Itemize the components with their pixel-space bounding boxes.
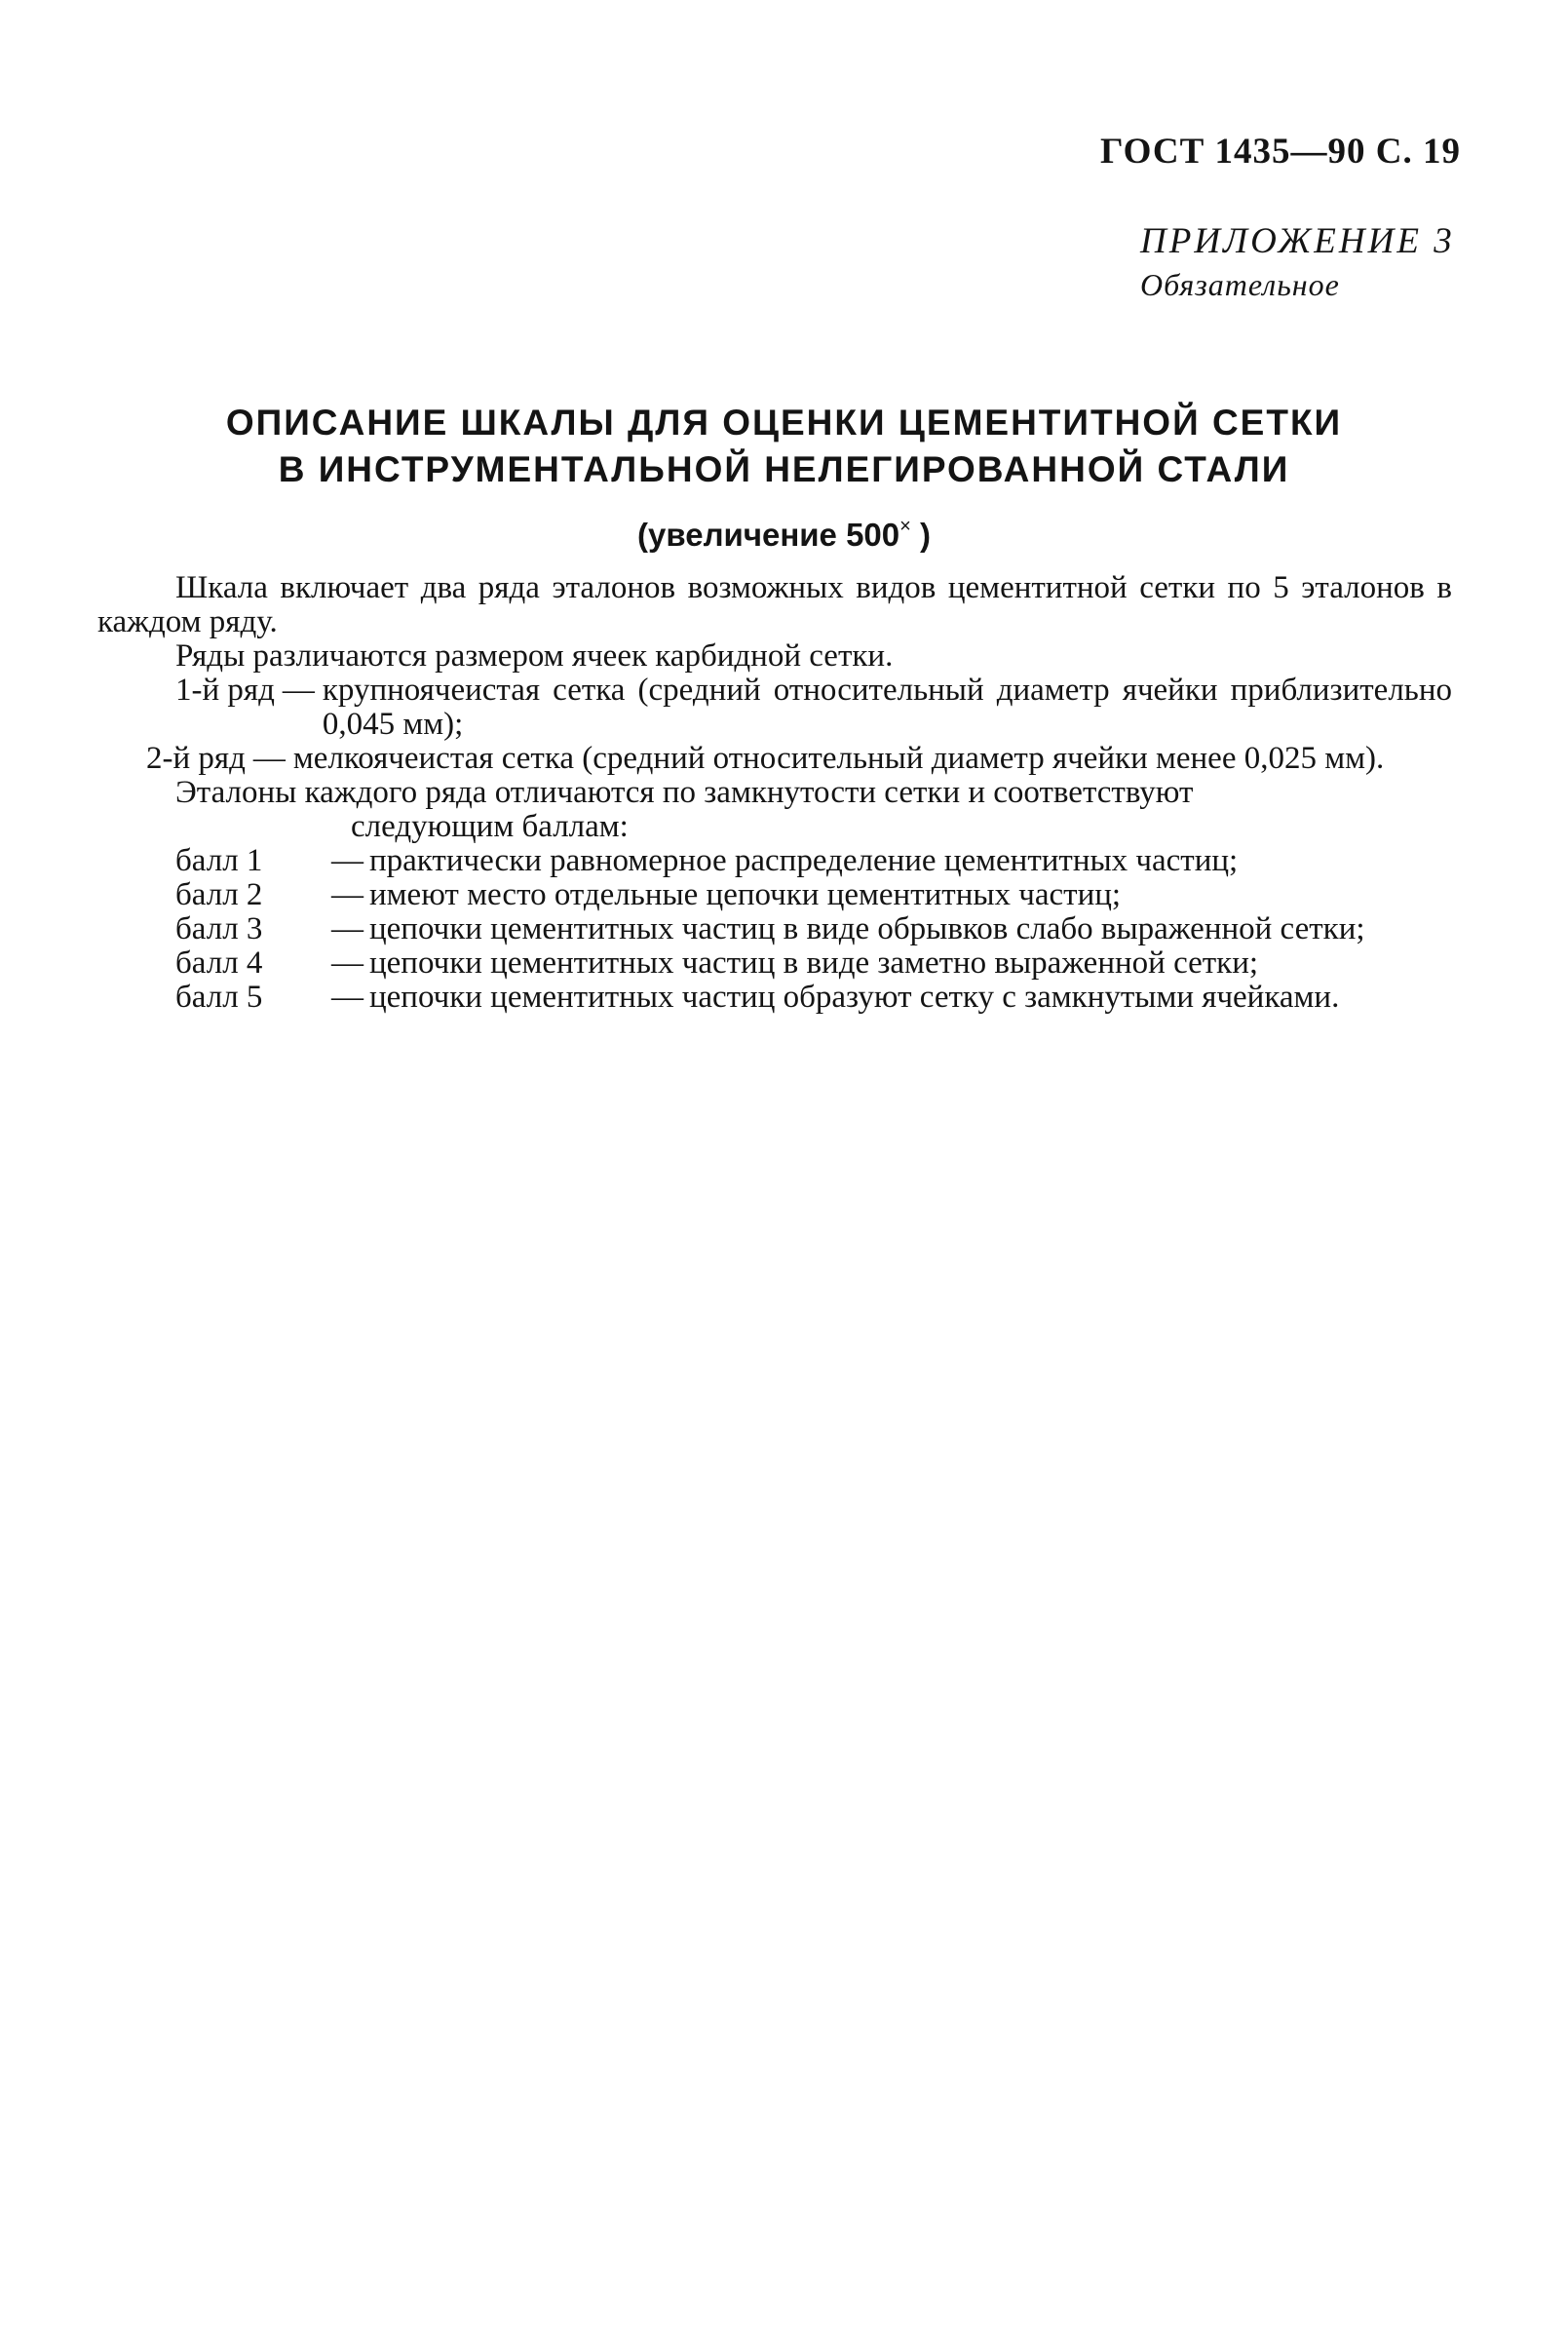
grade-dash: — xyxy=(331,877,363,912)
running-head: ГОСТ 1435—90 С. 19 xyxy=(1100,132,1461,172)
intro-paragraph: Шкала включает два ряда эталонов возможных видов цементитной сетки по 5 эталонов в каждом ряду. xyxy=(97,570,1452,639)
row-dash: — xyxy=(252,741,286,776)
row-dash: — xyxy=(282,673,315,708)
grade-item xyxy=(97,981,1452,1015)
grade-key: балл 3 xyxy=(175,911,263,946)
grade-text: имеют место отдельные цепочки цементитных частиц; xyxy=(369,877,1122,912)
grade-dash: — xyxy=(331,980,363,1015)
title-line-2: В ИНСТРУМЕНТАЛЬНОЙ НЕЛЕГИРОВАННОЙ СТАЛИ xyxy=(278,449,1290,489)
standards-intro-line-2: следующим баллам: xyxy=(351,809,629,844)
grade-text: цепочки цементитных частиц образуют сетку с замкнутыми ячейками. xyxy=(369,980,1340,1015)
row-text: мелкоячеистая сетка (средний относительный диаметр ячейки менее 0,025 мм). xyxy=(292,741,1385,776)
appendix-label: ПРИЛОЖЕНИЕ 3 xyxy=(1140,221,1455,261)
grade-dash: — xyxy=(331,911,363,946)
magnification-open: (увеличение 500 xyxy=(637,517,900,553)
row-text: крупноячеистая сетка (средний относительный диаметр ячейки приблизительно 0,045 мм); xyxy=(322,673,1452,742)
row-item xyxy=(97,674,1452,742)
grade-text: цепочки цементитных частиц в виде заметно выраженной сетки; xyxy=(369,945,1259,981)
grade-dash: — xyxy=(331,843,363,878)
grade-dash: — xyxy=(331,945,363,981)
standards-intro-line-1: Эталоны каждого ряда отличаются по замкнутости сетки и соответствуют xyxy=(175,775,1194,810)
document-body xyxy=(97,571,1452,1015)
row-key: 2-й ряд xyxy=(146,741,246,776)
grade-item xyxy=(97,844,1452,878)
grade-text: практически равномерное распределение цементитных частиц; xyxy=(369,843,1239,878)
grade-item xyxy=(97,878,1452,912)
grade-text: цепочки цементитных частиц в виде обрывков слабо выраженной сетки; xyxy=(369,911,1365,946)
magnification-sign: × xyxy=(899,516,911,537)
appendix-status: Обязательное xyxy=(1140,267,1340,302)
title-line-1: ОПИСАНИЕ ШКАЛЫ ДЛЯ ОЦЕНКИ ЦЕМЕНТИТНОЙ СЕТКИ xyxy=(225,403,1343,443)
magnification-close: ) xyxy=(910,517,931,553)
title-magnification xyxy=(0,505,1568,557)
rows-intro-paragraph: Ряды различаются размером ячеек карбидной сетки. xyxy=(175,638,894,674)
grade-key: балл 2 xyxy=(175,877,263,912)
grade-key: балл 4 xyxy=(175,945,263,981)
document-title xyxy=(0,400,1568,557)
row-key: 1-й ряд xyxy=(175,673,275,708)
grade-key: балл 5 xyxy=(175,980,263,1015)
standards-intro xyxy=(97,776,1452,844)
row-item xyxy=(97,742,1452,776)
grade-key: балл 1 xyxy=(175,843,263,878)
grade-item xyxy=(97,912,1452,946)
grade-item xyxy=(97,946,1452,981)
